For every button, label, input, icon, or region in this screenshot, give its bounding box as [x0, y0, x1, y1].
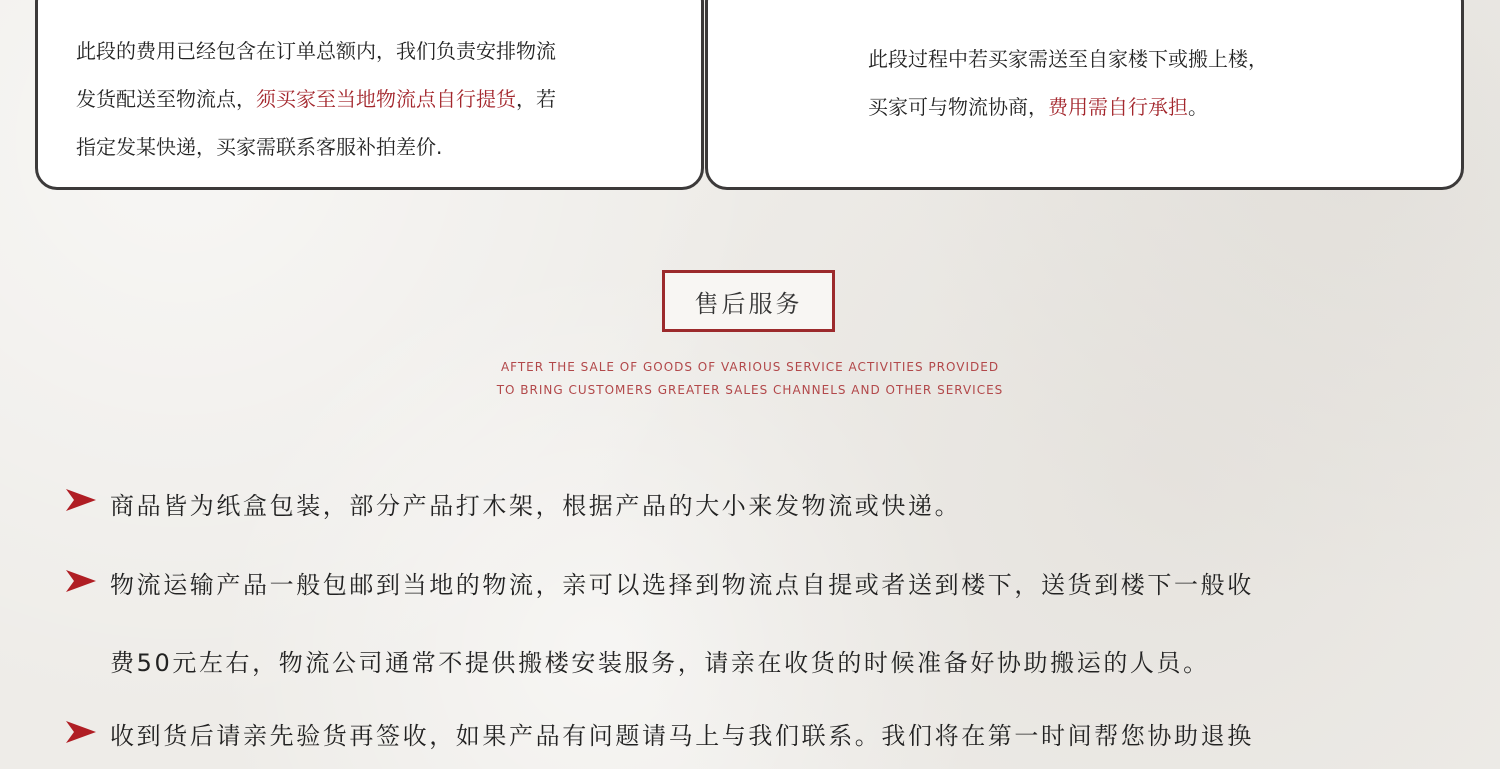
text-segment: 此段过程中若买家需送至自家楼下或搬上楼， [868, 47, 1268, 71]
text-segment: 发货配送至物流点， [76, 87, 256, 111]
list-item: 商品皆为纸盒包装，部分产品打木架，根据产品的大小来发物流或快递。 [110, 492, 962, 520]
card-line [868, 83, 1268, 131]
card-line [76, 75, 556, 123]
text-segment: 买家可与物流协商， [868, 95, 1048, 119]
shipping-info-card [35, 0, 704, 190]
highlight-text: 费用需自行承担 [1048, 95, 1188, 119]
delivery-info-card [705, 0, 1464, 190]
section-subtitle-line-2: TO BRING CUSTOMERS GREATER SALES CHANNELS AND OTHER SERVICES [496, 383, 1004, 397]
text-segment: 指定发某快递，买家需联系客服补拍差价. [76, 135, 443, 159]
shipping-info-text [76, 27, 556, 171]
list-item: 物流运输产品一般包邮到当地的物流，亲可以选择到物流点自提或者送到楼下，送货到楼下一般收 [110, 571, 1254, 599]
red-arrow-icon [66, 489, 96, 511]
list-item-continuation: 费50元左右，物流公司通常不提供搬楼安装服务，请亲在收货的时候准备好协助搬运的人员。 [110, 649, 1210, 677]
text-segment: 此段的费用已经包含在订单总额内，我们负责安排物流 [76, 39, 556, 63]
highlight-text: 须买家至当地物流点自行提货 [256, 87, 516, 111]
card-line [76, 27, 556, 75]
section-title-badge [662, 270, 835, 332]
section-title: 售后服务 [694, 289, 803, 318]
red-arrow-icon [66, 570, 96, 592]
list-item: 收到货后请亲先验货再签收，如果产品有问题请马上与我们联系。我们将在第一时间帮您协助退换 [110, 722, 1254, 750]
text-segment: ，若 [516, 87, 556, 111]
red-arrow-icon [66, 721, 96, 743]
text-segment: 。 [1188, 95, 1208, 119]
section-subtitle-line-1: AFTER THE SALE OF GOODS OF VARIOUS SERVICE ACTIVITIES PROVIDED [500, 360, 1000, 374]
delivery-info-text [868, 35, 1268, 131]
card-line [76, 123, 556, 171]
card-line [868, 35, 1268, 83]
